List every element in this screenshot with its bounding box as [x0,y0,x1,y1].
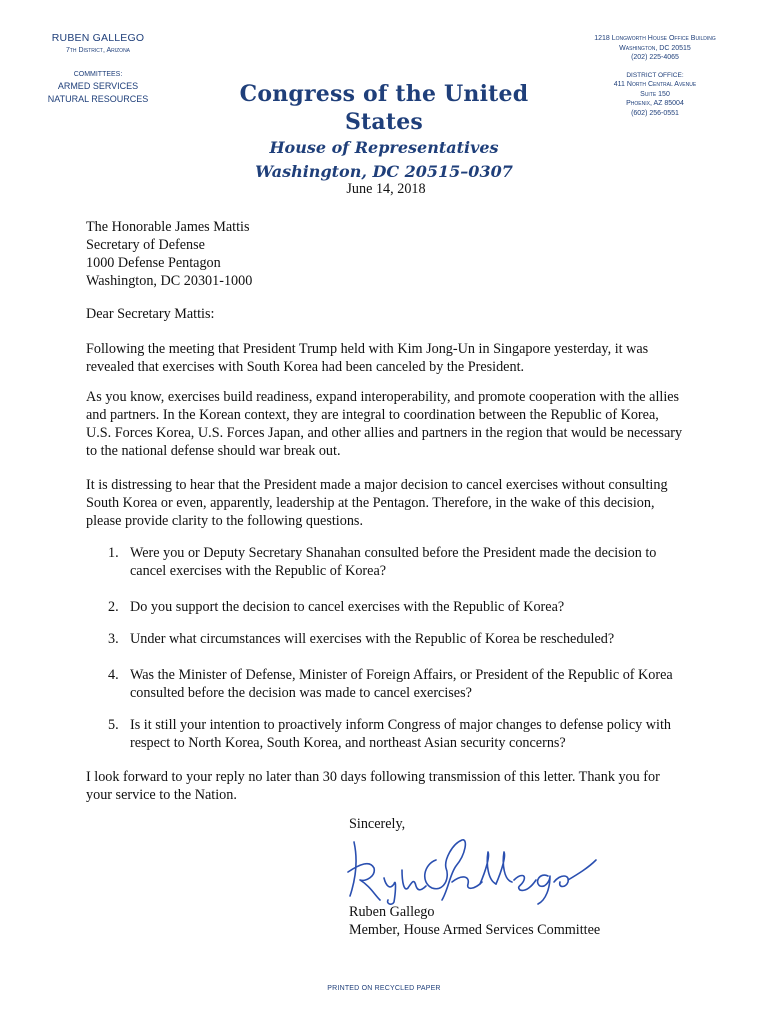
office-block [578,34,732,118]
question-list [108,716,688,752]
district-office-line: Suite 150 [640,90,670,98]
member-block [38,32,158,106]
letterhead-title-block [200,80,568,184]
list-number: 5. [108,717,119,733]
member-name: RUBEN GALLEGO [51,32,145,44]
list-number: 3. [108,631,119,647]
list-number: 2. [108,599,119,615]
question-text: Were you or Deputy Secretary Shanahan consulted before the President made the decision to cancel exercises with the Republic of Korea? [130,545,657,579]
dc-office-line: 1218 Longworth House Office Building [594,35,716,42]
washington-address-title: Washington, DC 20515–0307 [255,162,513,181]
recipient-line: Washington, DC 20301-1000 [86,273,253,289]
congress-title: Congress of the United States [239,81,529,135]
district-office-phone: (602) 256-0551 [631,109,679,117]
dc-office-phone: (202) 225-4065 [631,54,679,61]
signer-name: Ruben Gallego [349,904,435,920]
letter-date: June 14, 2018 [346,181,426,197]
question-list [108,630,688,648]
paragraph: It is distressing to hear that the President made a major decision to cancel exercises without consulting South Korea or even, apparently, leadership at the Pentagon. Therefore, in the wake of this decision, please provide clarity to the following questions. [86,477,668,529]
district-office-line: Phoenix, AZ 85004 [626,100,684,107]
list-item [108,630,688,648]
list-number: 1. [108,545,119,561]
list-item [108,598,688,616]
committee-armed-services: ARMED SERVICES [57,81,139,91]
signer-title: Member, House Armed Services Committee [349,922,601,938]
paragraph: As you know, exercises build readiness, expand interoperability, and promote cooperation with the allies and partners. In the Korean context, they are integral to coordination between the Republic of Korea, U.S. Forces Korea, U.S. Forces Japan, and other allies and partners in the region that would be necessary to the national defense should war break out. [86,389,683,459]
recycled-paper-footer: PRINTED ON RECYCLED PAPER [327,985,441,992]
question-list [108,544,688,580]
closing: Sincerely, [349,816,406,832]
dc-office-line: Washington, DC 20515 [619,44,691,52]
question-text: Do you support the decision to cancel exercises with the Republic of Korea? [130,599,565,615]
recipient-address [86,218,252,290]
question-text: Was the Minister of Defense, Minister of Foreign Affairs, or President of the Republic of Korea consulted before the decision was made to cancel exercises? [130,667,673,701]
question-text: Under what circumstances will exercises with the Republic of Korea be rescheduled? [130,631,615,647]
committees-label: COMMITTEES: [73,71,123,78]
recipient-line: The Honorable James Mattis [86,219,250,235]
recipient-line: Secretary of Defense [86,237,205,253]
salutation: Dear Secretary Mattis: [86,306,215,322]
question-list [108,598,688,616]
list-item [108,544,688,580]
house-title: House of Representatives [269,138,499,157]
question-text: Is it still your intention to proactively inform Congress of major changes to defense policy with respect to North Korea, South Korea, and northeast Asian security concerns? [130,717,671,751]
recipient-line: 1000 Defense Pentagon [86,255,221,271]
question-list [108,666,688,702]
district-office-line: 411 North Central Avenue [613,81,697,88]
district-office-label: DISTRICT OFFICE: [626,71,684,79]
closing-paragraph: I look forward to your reply no later than 30 days following transmission of this letter. Thank you for your service to the Nation. [86,769,660,803]
member-district: 7th District, Arizona [65,47,131,54]
signature-image [340,830,600,908]
paragraph: Following the meeting that President Trump held with Kim Jong-Un in Singapore yesterday, it was revealed that exercises with South Korea had been canceled by the President. [86,341,649,375]
list-item [108,666,688,702]
list-item [108,716,688,752]
committee-natural-resources: NATURAL RESOURCES [47,94,149,104]
signer-block [349,903,600,939]
list-number: 4. [108,667,119,683]
